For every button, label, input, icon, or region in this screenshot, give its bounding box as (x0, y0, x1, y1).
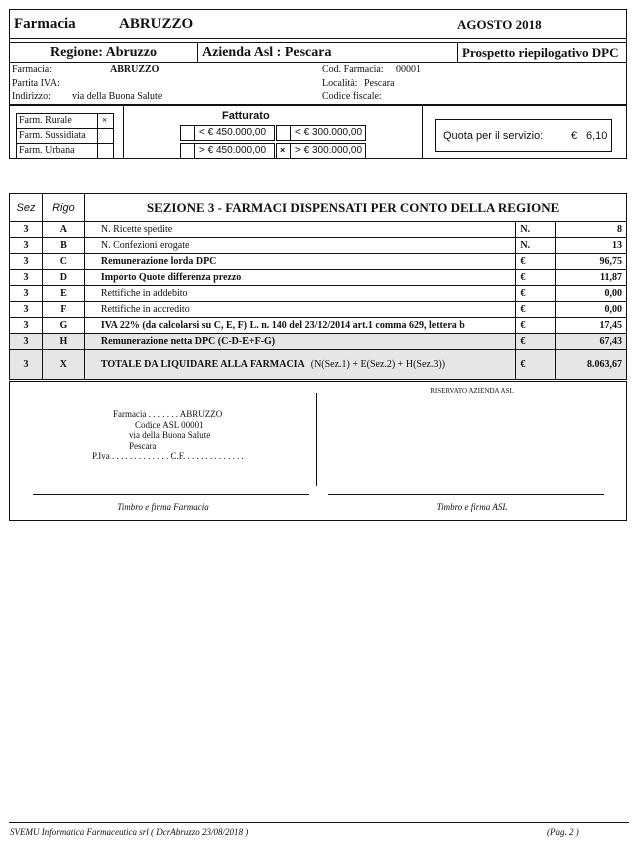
info-localita-value: Pescara (364, 78, 395, 89)
col-rigo-header: Rigo (42, 194, 84, 222)
info-farmacia-label: Farmacia: (12, 64, 52, 75)
timbro-farmacia-label: Timbro e firma Farmacia (117, 502, 209, 512)
info-cod-farmacia-label: Cod. Farmacia: (322, 64, 384, 75)
fatturato-option-gt-450[interactable]: > € 450.000,00 (180, 143, 275, 159)
fatturato-option-lt-300[interactable]: < € 300.000,00 (276, 125, 366, 141)
document-header (9, 9, 627, 105)
pharmacy-stamp-text: Farmacia . . . . . . . ABRUZZO Codice ASL 00001 via della Buona Salute Pescara P.Iva . . . . . . . . . . . . . C.F. . . . . . . . . . . . . . (92, 409, 244, 461)
quota-box (435, 119, 612, 152)
table-row: 3 E Rettifiche in addebito € 0,00 (10, 286, 627, 302)
info-cod-farmacia-value: 00001 (396, 64, 421, 75)
col-sez-header: Sez (10, 194, 43, 222)
info-partita-iva-label: Partita IVA: (12, 78, 60, 89)
fatturato-option-lt-450[interactable]: < € 450.000,00 (180, 125, 275, 141)
footer-left: SVEMU Informatica Farmaceutica srl ( DcrAbruzzo 23/08/2018 ) (10, 827, 249, 837)
info-indirizzo-value: via della Buona Salute (72, 91, 163, 102)
timbro-asl-label: Timbro e firma ASL (436, 502, 508, 512)
table-row: 3 C Remunerazione lorda DPC € 96,75 (10, 254, 627, 270)
info-codice-fiscale-label: Codice fiscale: (322, 91, 382, 102)
tipologia-row-urbana: Farm. Urbana (17, 144, 113, 159)
tipologia-row-rurale: Farm. Rurale × (17, 114, 113, 129)
header-title-row (10, 10, 626, 39)
classification-section (9, 105, 627, 159)
table-row: 3 B N. Confezioni erogate N. 13 (10, 238, 627, 254)
fatturato-option-gt-300[interactable]: × > € 300.000,00 (276, 143, 366, 159)
header-region-row (10, 42, 626, 63)
table-row: 3 H Remunerazione netta DPC (C-D-E+F-G) € 67,43 (10, 334, 627, 350)
header-regione: Regione: Abruzzo (10, 43, 198, 62)
table-total-row: 3 X TOTALE DA LIQUIDARE ALLA FARMACIA (N(Sez.1) + E(Sez.2) + H(Sez.3)) € 8.063,67 (10, 350, 627, 380)
footer-divider (9, 822, 629, 823)
total-formula: (N(Sez.1) + E(Sez.2) + H(Sez.3)) (310, 359, 446, 370)
farmacia-signature-line (33, 494, 309, 495)
table-row: 3 A N. Ricette spedite N. 8 (10, 222, 627, 238)
fatturato-title: Fatturato (222, 110, 270, 122)
total-description: TOTALE DA LIQUIDARE ALLA FARMACIA (100, 359, 305, 370)
pharmacy-info (10, 63, 626, 104)
info-indirizzo-label: Indirizzo: (12, 91, 51, 102)
table-row: 3 G IVA 22% (da calcolarsi su C, E, F) L. n. 140 del 23/12/2014 art.1 comma 629, lettera b € 17,45 (10, 318, 627, 334)
quota-label: Quota per il servizio: (443, 130, 544, 142)
signature-section (9, 381, 627, 521)
quota-value: 6,10 (586, 130, 608, 142)
tipologia-box (16, 113, 114, 159)
total-value: 8.063,67 (556, 350, 627, 380)
riservato-asl-label: RISERVATO AZIENDA ASL (430, 387, 514, 395)
page-number: (Pag. 2 ) (547, 827, 579, 837)
header-azienda-asl: Azienda Asl : Pescara (198, 43, 458, 62)
quota-currency: € (571, 130, 578, 142)
table-row: 3 D Importo Quote differenza prezzo € 11,87 (10, 270, 627, 286)
table-header-row (10, 194, 627, 222)
header-farmacia-label: Farmacia (14, 16, 76, 32)
asl-signature-line (328, 494, 604, 495)
table-row: 3 F Rettifiche in accredito € 0,00 (10, 302, 627, 318)
header-farmacia-name: ABRUZZO (119, 16, 194, 32)
header-period: AGOSTO 2018 (457, 17, 542, 32)
header-prospetto: Prospetto riepilogativo DPC (462, 45, 619, 60)
section-3-table (9, 193, 627, 380)
section-title: SEZIONE 3 - FARMACI DISPENSATI PER CONTO DELLA REGIONE (84, 194, 626, 222)
info-localita-label: Località: (322, 78, 358, 89)
tipologia-row-sussidiata: Farm. Sussidiata (17, 129, 113, 144)
info-farmacia-value: ABRUZZO (110, 64, 160, 75)
tipologia-checkbox-rurale[interactable]: × (102, 115, 108, 125)
signature-divider (316, 393, 317, 486)
